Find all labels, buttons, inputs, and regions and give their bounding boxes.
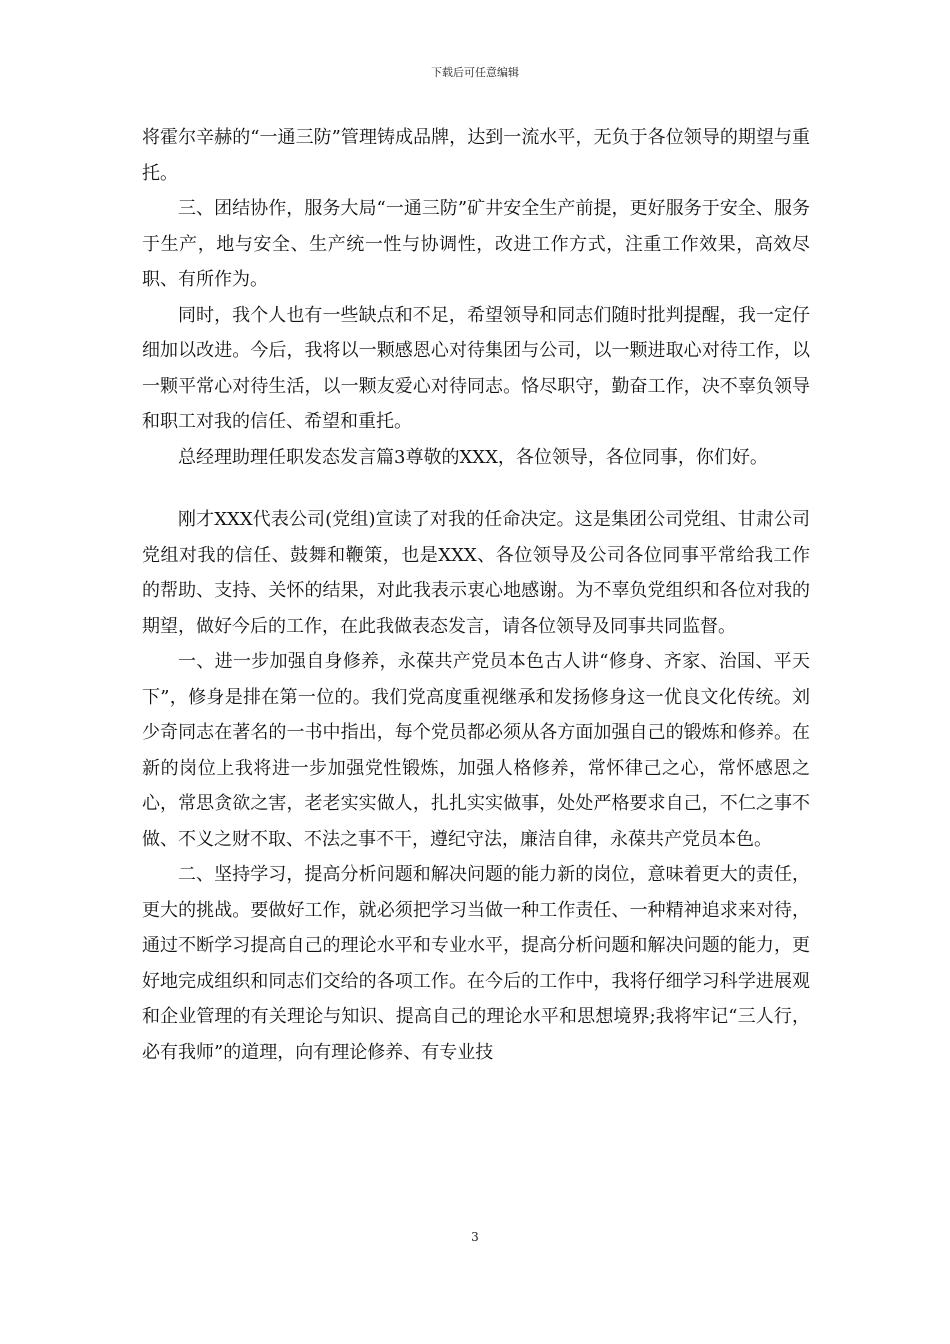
paragraph: 一、进一步加强自身修养，永葆共产党员本色古人讲“修身、齐家、治国、平天下”，修身是排在第一位的。我们党高度重视继承和发扬修身这一优良文化传统。刘少奇同志在著名的一书中指出，每个党员都必须从各方面加强自己的锻炼和修养。在新的岗位上我将进一步加强党性锻炼，加强人格修养，常怀律己之心，常怀感恩之心，常思贪欲之害，老老实实做人，扎扎实实做事，处处严格要求自己，不仁之事不做、不义之财不取、不法之事不干，遵纪守法，廉洁自律，永葆共产党员本色。	[142, 651, 810, 850]
page-number: 3	[471, 1230, 479, 1244]
paragraph: 二、坚持学习，提高分析问题和解决问题的能力新的岗位，意味着更大的责任，更大的挑战。要做好工作，就必须把学习当做一种工作责任、一种精神追求来对待，通过不断学习提高自己的理论水平和专业水平，提高分析问题和解决问题的能力，更好地完成组织和同志们交给的各项工作。在今后的工作中，我将仔细学习科学进展观和企业管理的有关理论与知识、提高自己的理论水平和思想境界;我将牢记“三人行，必有我师”的道理，向有理论修养、有专业技	[142, 864, 810, 1063]
paragraph: 刚才XXX代表公司(党组)宣读了对我的任命决定。这是集团公司党组、甘肃公司党组对我的信任、鼓舞和鞭策，也是XXX、各位领导及公司各位同事平常给我工作的帮助、支持、关怀的结果，对此我表示衷心地感谢。为不辜负党组织和各位对我的期望，做好今后的工作，在此我做表态发言，请各位领导及同事共同监督。	[142, 509, 810, 637]
page-header: 下载后可任意编辑	[431, 66, 519, 79]
paragraph: 同时，我个人也有一些缺点和不足，希望领导和同志们随时批判提醒，我一定仔细加以改进。今后，我将以一颗感恩心对待集团与公司，以一颗进取心对待工作，以一颗平常心对待生活，以一颗友爱心对待同志。恪尽职守，勤奋工作，决不辜负领导和职工对我的信任、希望和重托。	[142, 304, 810, 432]
document-body	[142, 120, 810, 1070]
paragraph: 三、团结协作，服务大局“一通三防”矿井安全生产前提，更好服务于安全、服务于生产，地与安全、生产统一性与协调性，改进工作方式，注重工作效果，高效尽职、有所作为。	[142, 198, 810, 290]
paragraph: 将霍尔辛赫的“一通三防”管理铸成品牌，达到一流水平，无负于各位领导的期望与重托。	[142, 127, 810, 184]
paragraph: 总经理助理任职发态发言篇3尊敬的XXX，各位领导，各位同事，你们好。	[178, 446, 768, 468]
